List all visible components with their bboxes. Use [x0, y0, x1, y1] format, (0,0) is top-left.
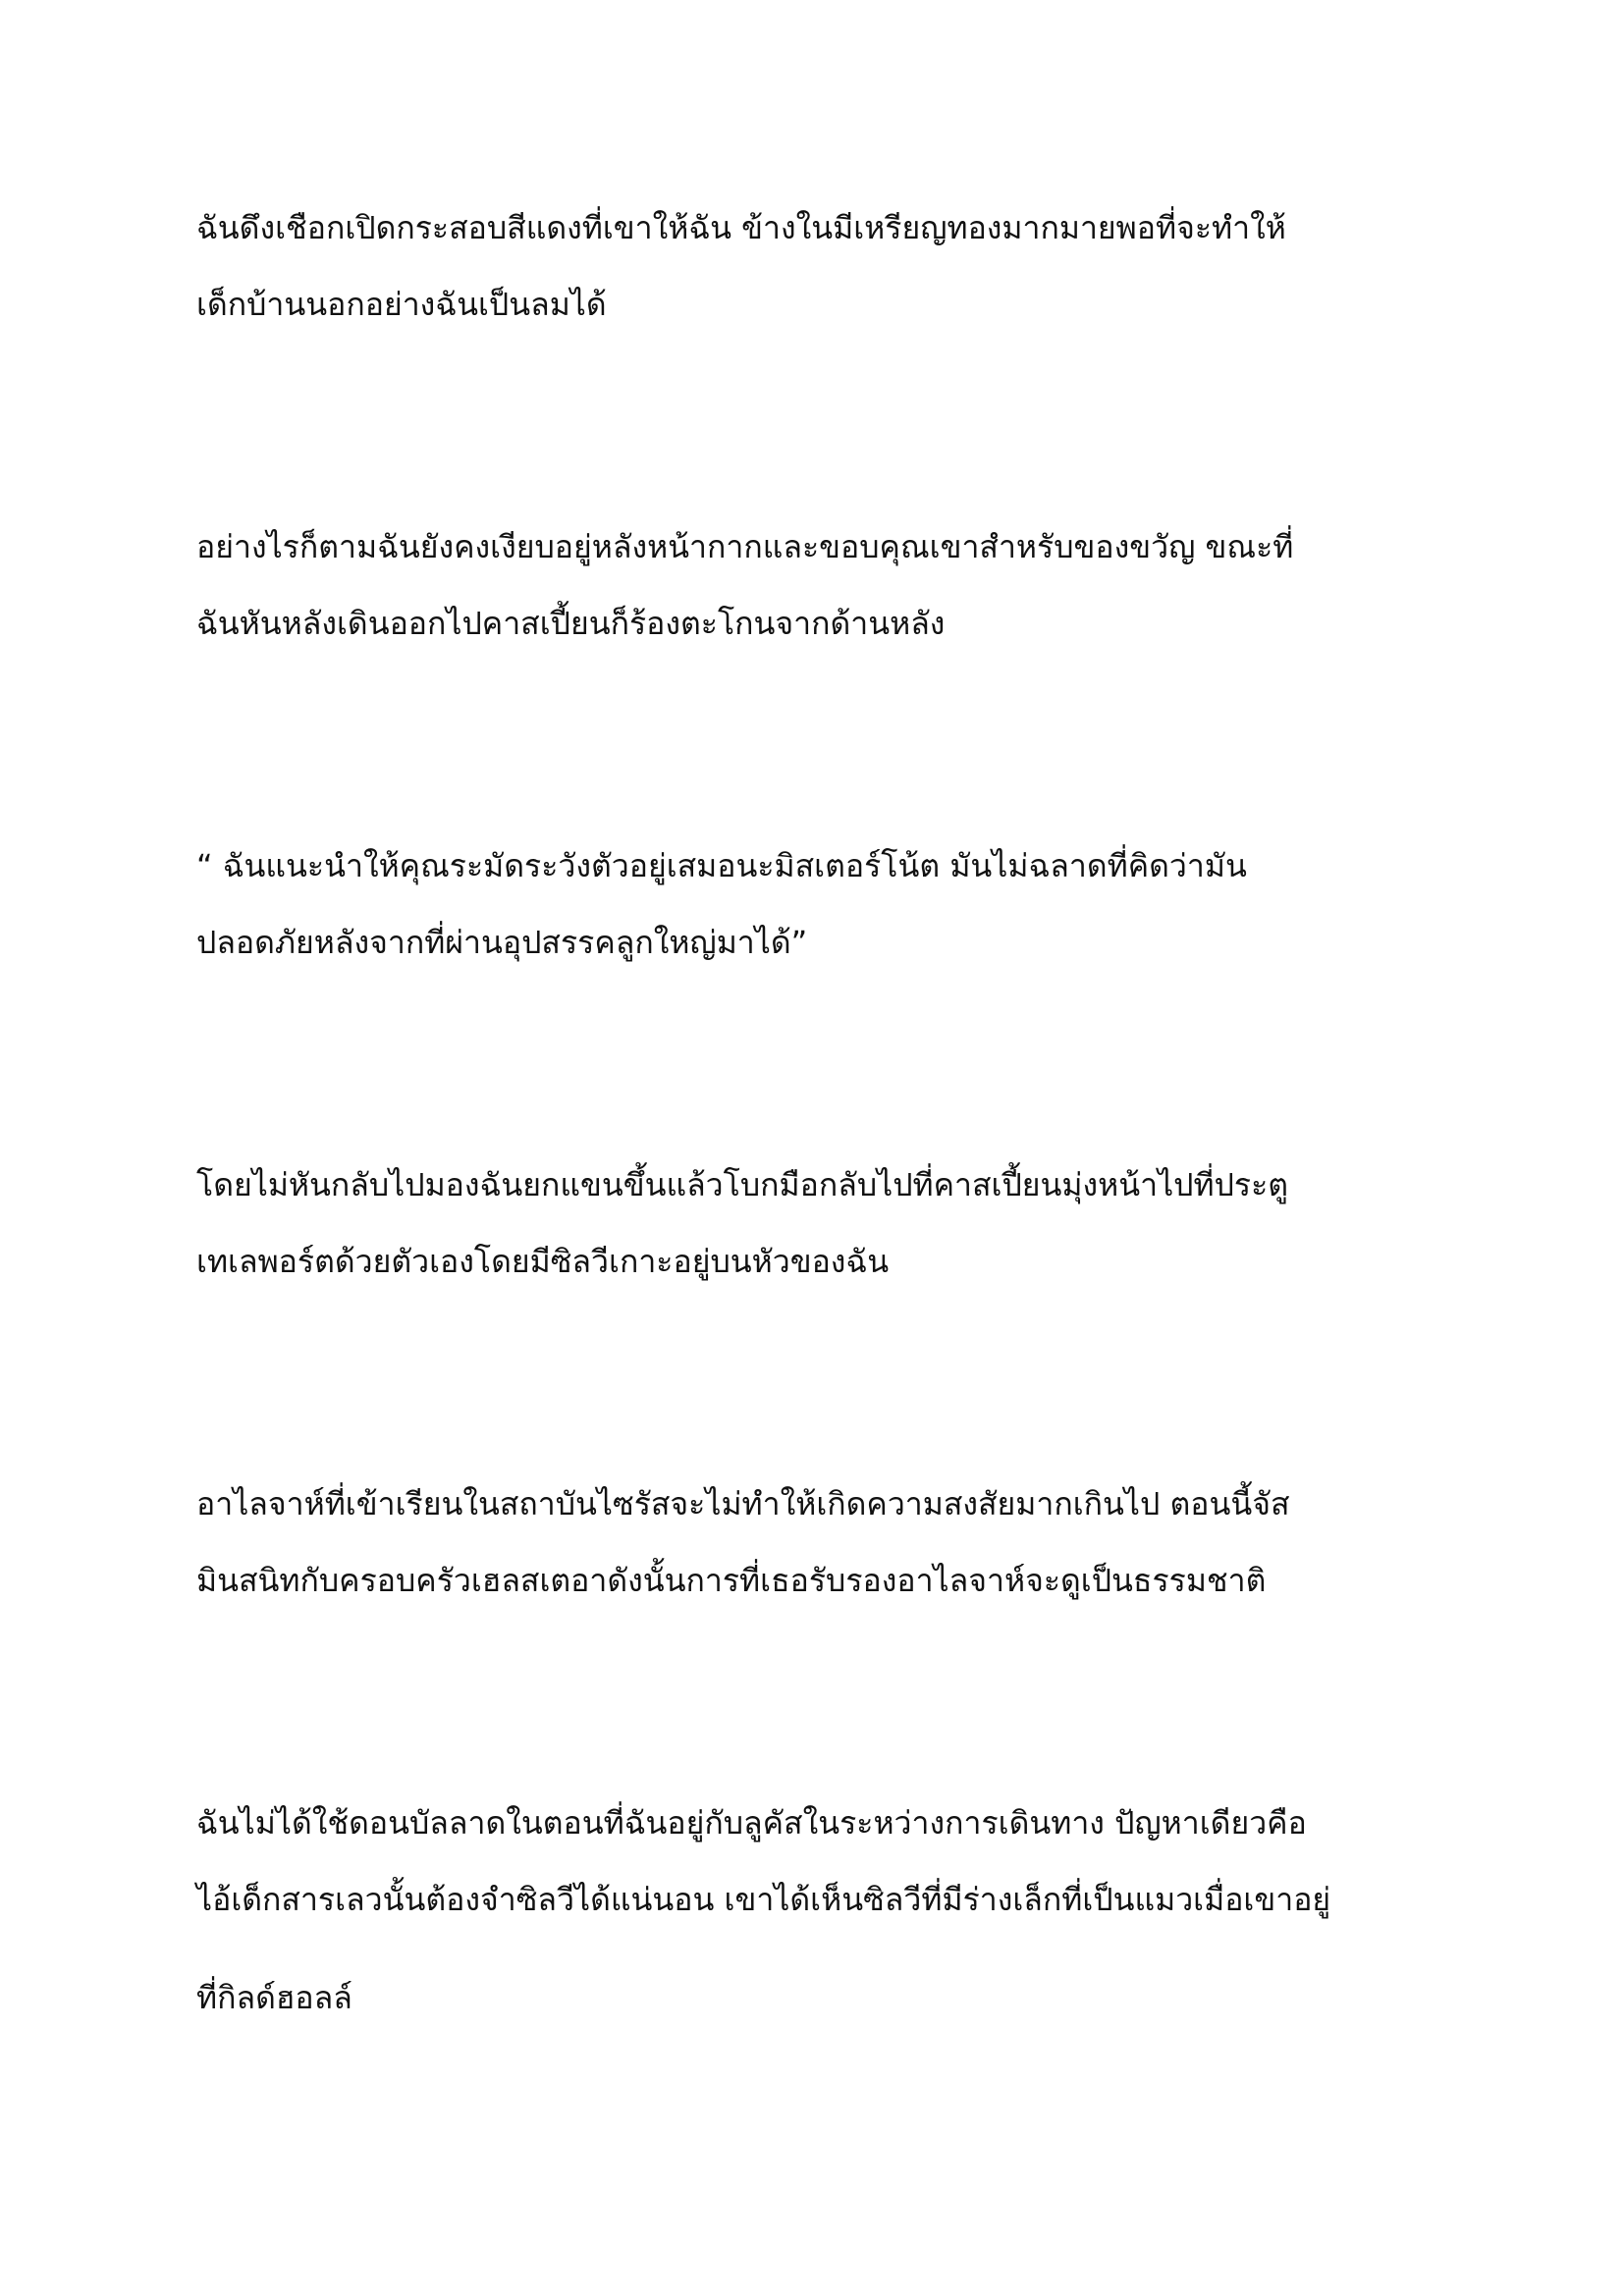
text-line: เทเลพอร์ตด้วยตัวเองโดยมีซิลวีเกาะอยู่บนหัวของฉัน: [196, 1243, 890, 1280]
text-line: ที่กิลด์ฮอลล์: [196, 1979, 352, 2016]
paragraph-5: [196, 1477, 1453, 1629]
text-line: ฉันดึงเชือกเปิดกระสอบสีแดงที่เขาให้ฉัน ข้างในมีเหรียญทองมากมายพอที่จะทำให้: [196, 209, 1286, 246]
text-line: โดยไม่หันกลับไปมองฉันยกแขนขึ้นแล้วโบกมือกลับไปที่คาสเปี้ยนมุ่งหน้าไปที่ประตู: [196, 1166, 1289, 1203]
paragraph-4: [196, 1158, 1453, 1310]
paragraph-1: [196, 201, 1453, 353]
paragraph-2: [196, 520, 1453, 672]
text-line: ปลอดภัยหลังจากที่ผ่านอุปสรรคลูกใหญ่มาได้”: [196, 924, 808, 961]
text-line: เด็กบ้านนอกอย่างฉันเป็นลมได้: [196, 286, 607, 323]
text-line: “ ฉันแนะนำให้คุณระมัดระวังตัวอยู่เสมอนะมิสเตอร์โน้ต มันไม่ฉลาดที่คิดว่ามัน: [196, 847, 1247, 884]
text-line: มินสนิทกับครอบครัวเฮลสเตอาดังนั้นการที่เธอรับรองอาไลจาห์จะดูเป็นธรรมชาติ: [196, 1562, 1267, 1599]
text-line: อย่างไรก็ตามฉันยังคงเงียบอยู่หลังหน้ากากและขอบคุณเขาสำหรับของขวัญ ขณะที่: [196, 528, 1294, 565]
text-line: ฉันไม่ได้ใช้ดอนบัลลาดในตอนที่ฉันอยู่กับลูคัสในระหว่างการเดินทาง ปัญหาเดียวคือ: [196, 1804, 1307, 1842]
text-line: อาไลจาห์ที่เข้าเรียนในสถาบันไซรัสจะไม่ทำให้เกิดความสงสัยมากเกินไป ตอนนี้จัส: [196, 1485, 1290, 1522]
text-line: ฉันหันหลังเดินออกไปคาสเปี้ยนก็ร้องตะโกนจากด้านหลัง: [196, 605, 946, 642]
paragraph-3: [196, 839, 1453, 991]
paragraph-6: [196, 1796, 1453, 2047]
document-body: [196, 201, 1453, 2214]
text-line: ไอ้เด็กสารเลวนั้นต้องจำซิลวีได้แน่นอน เขาได้เห็นซิลวีที่มีร่างเล็กที่เป็นแมวเมื่อเขาอยู่: [196, 1881, 1331, 1918]
